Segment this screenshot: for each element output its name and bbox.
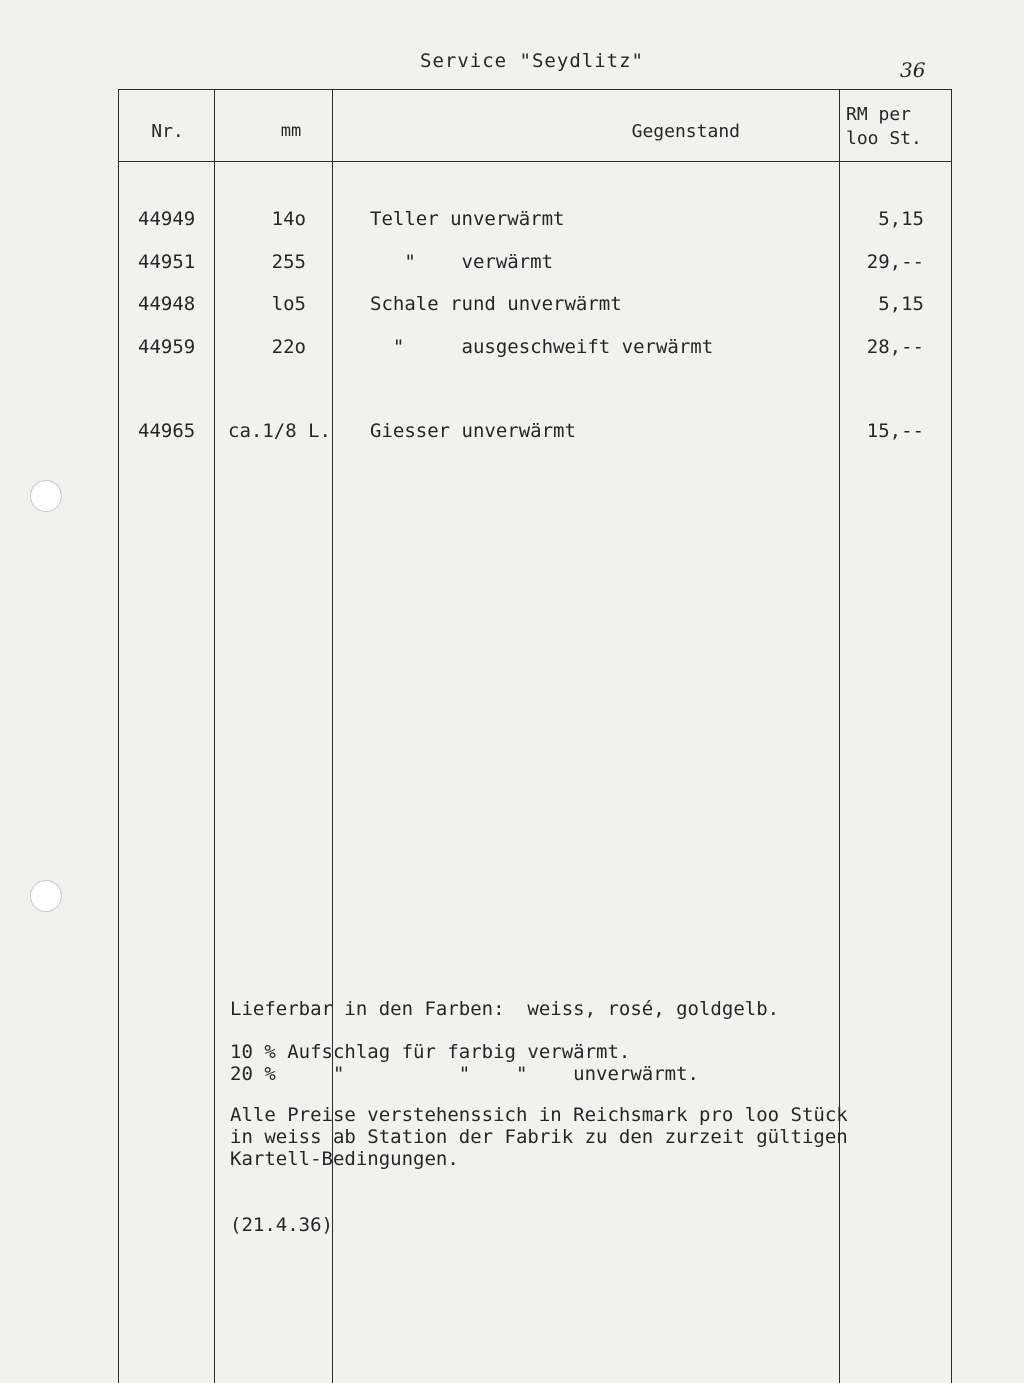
column-divider-nr-mm — [214, 89, 215, 1383]
row-description: " verwärmt — [370, 251, 554, 273]
table-header-divider — [118, 161, 952, 162]
column-header-mm: mm — [280, 121, 302, 141]
row-number: 44948 — [138, 293, 196, 315]
column-divider-gegenstand-price — [839, 89, 840, 1383]
row-description: Teller unverwärmt — [370, 208, 565, 230]
colors-note: Lieferbar in den Farben: weiss, rosé, goldgelb. — [230, 998, 780, 1020]
row-price: 5,15 — [878, 293, 924, 315]
table-row — [0, 336, 1024, 366]
row-number: 44951 — [138, 251, 196, 273]
row-description: Schale rund unverwärmt — [370, 293, 622, 315]
row-size: 22o — [271, 336, 306, 358]
page-number: 36 — [900, 58, 926, 82]
table-row — [0, 420, 1024, 450]
column-divider-right — [951, 89, 952, 1383]
column-header-price-line1: RM per — [846, 104, 912, 125]
punch-hole-bottom — [30, 880, 62, 912]
row-size: 14o — [271, 208, 306, 230]
column-header-price-line2: loo St. — [846, 128, 922, 149]
row-price: 29,-- — [866, 251, 924, 273]
table-row — [0, 208, 1024, 238]
row-description: Giesser unverwärmt — [370, 420, 576, 442]
row-number: 44965 — [138, 420, 196, 442]
punch-hole-top — [30, 480, 62, 512]
row-price: 5,15 — [878, 208, 924, 230]
column-header-gegenstand: Gegenstand — [631, 121, 740, 142]
row-size: lo5 — [271, 293, 306, 315]
date-note: (21.4.36) — [230, 1214, 333, 1236]
row-size: 255 — [271, 251, 306, 273]
column-header-nr: Nr. — [151, 121, 184, 142]
table-top-border — [118, 89, 952, 90]
column-divider-mm-gegenstand — [332, 89, 333, 1383]
page-title: Service "Seydlitz" — [420, 50, 644, 72]
terms-line-1: Alle Preise verstehenssich in Reichsmark pro loo Stück — [230, 1104, 848, 1126]
terms-line-3: Kartell-Bedingungen. — [230, 1148, 459, 1170]
row-number: 44949 — [138, 208, 196, 230]
row-size: ca.1/8 L. — [228, 420, 331, 442]
row-number: 44959 — [138, 336, 196, 358]
row-description: " ausgeschweift verwärmt — [370, 336, 714, 358]
surcharge-note-2: 20 % " " " unverwärmt. — [230, 1063, 699, 1085]
table-row — [0, 251, 1024, 281]
terms-line-2: in weiss ab Station der Fabrik zu den zurzeit gültigen — [230, 1126, 848, 1148]
column-divider-left — [118, 89, 119, 1383]
table-row — [0, 293, 1024, 323]
surcharge-note-1: 10 % Aufschlag für farbig verwärmt. — [230, 1041, 631, 1063]
row-price: 28,-- — [866, 336, 924, 358]
row-price: 15,-- — [866, 420, 924, 442]
